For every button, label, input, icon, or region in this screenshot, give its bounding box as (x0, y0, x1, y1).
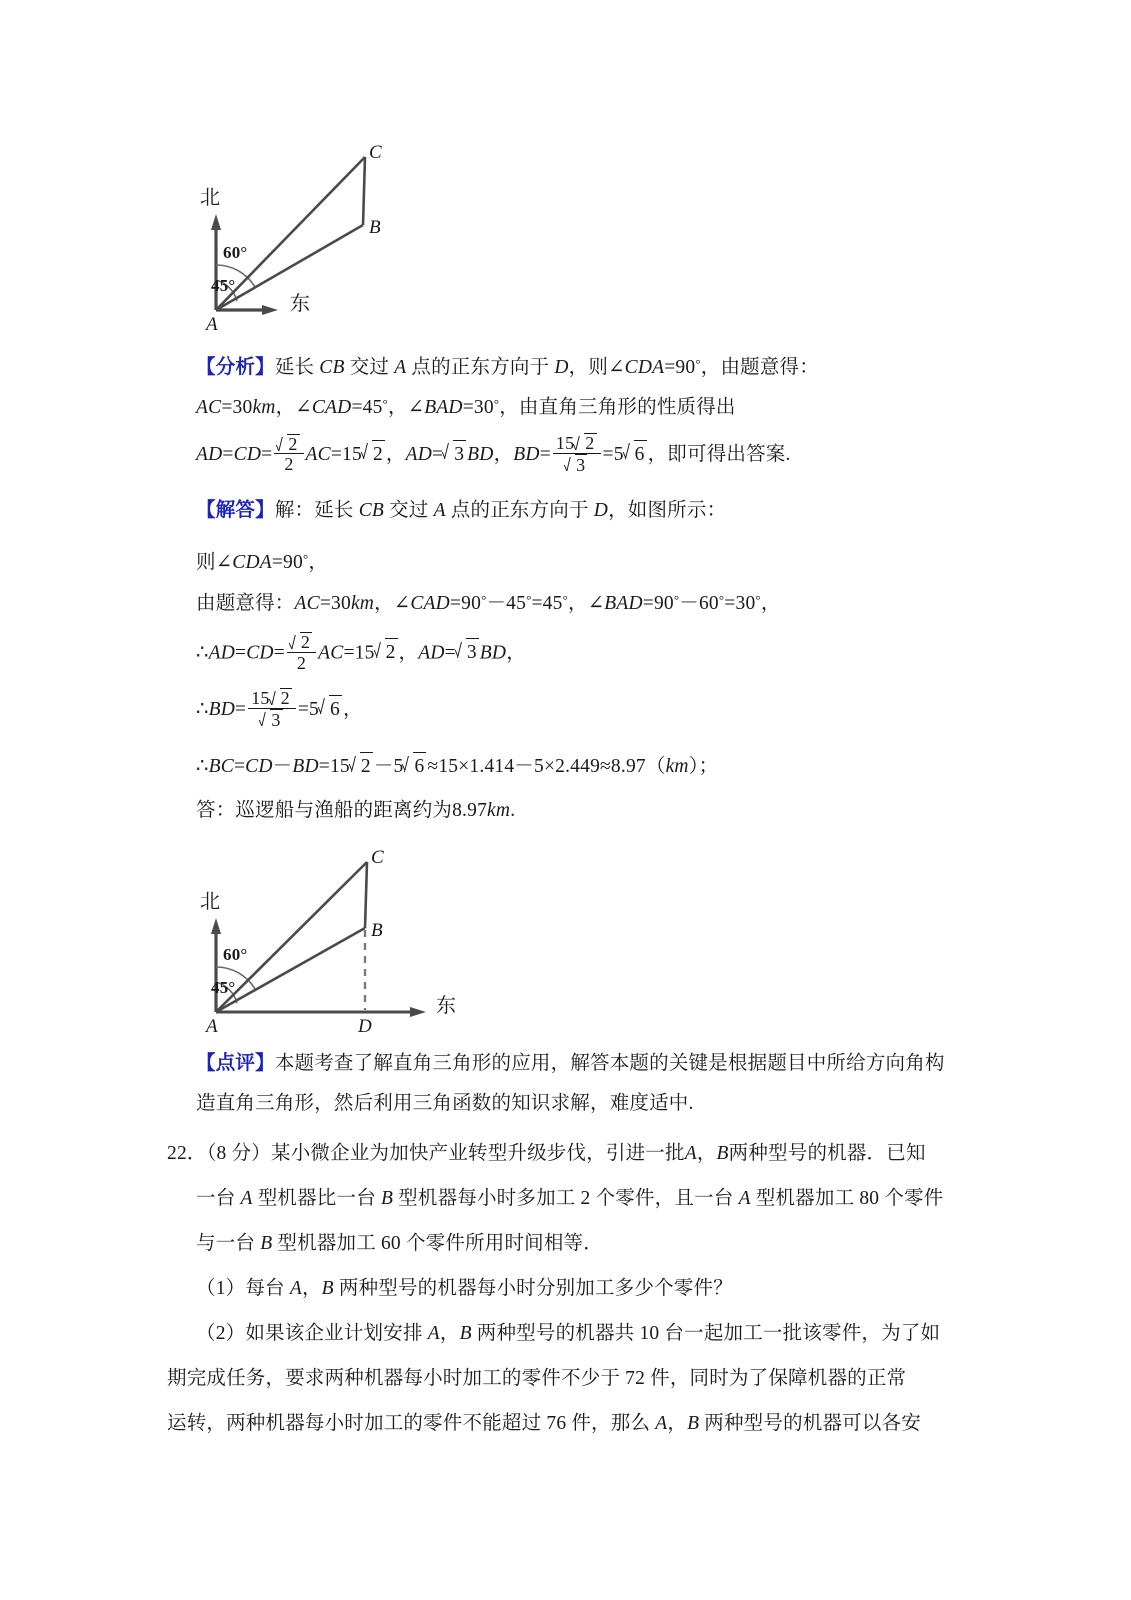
segment-CB (363, 157, 365, 225)
figure-bearing-diagram-2 (186, 826, 476, 1041)
sqrt-2: 2 (350, 752, 373, 781)
comment-l2-text: 造直角三角形，然后利用三角函数的知识求解，难度适中. (196, 1093, 694, 1114)
radicand-3: 3 (271, 709, 281, 730)
analysis-l2-AC: AC (196, 397, 222, 418)
question22-stem-l2-d: 型机器加工 80 个零件 (755, 1188, 944, 1209)
figure2-label-east: 东 (436, 995, 457, 1017)
solution-l1-D: D (593, 500, 609, 521)
sqrt-2: 2 (375, 638, 398, 667)
solution-l7-a: 答：巡逻船与渔船的距离约为 (196, 800, 453, 821)
question22-stem-l2-c: 型机器每小时多加工 2 个零件，且一台 (398, 1188, 734, 1209)
degree-sign-icon: ° (526, 592, 532, 607)
numerator-15: 15 (251, 688, 270, 708)
solution-l2-b: =90 (271, 552, 303, 573)
analysis-l3-eq15: =15 (330, 443, 362, 465)
analysis-tag: 【分析】 (196, 357, 275, 378)
question22-stem-l1-a: 某小微企业为加快产业转型升级步伐，引进一批 (271, 1143, 685, 1164)
solution-l6-close: ）； (688, 756, 719, 777)
question22-stem-l2-A: A (240, 1188, 253, 1209)
fraction-sqrt2-over-2 (287, 632, 316, 674)
analysis-line-1 (196, 350, 819, 382)
solution-line-2 (196, 545, 328, 577)
question22-stem-l2-a: 一台 (196, 1188, 236, 1209)
solution-l3-d: =90 (449, 593, 482, 614)
analysis-l2-comma1: ，∠ (275, 397, 312, 418)
figure2-label-D: D (358, 1016, 372, 1037)
degree-sign-icon: ° (493, 396, 500, 411)
question22-sub2-line-2 (167, 1365, 906, 1393)
analysis-l3-comma2: ， (493, 443, 514, 465)
figure2-label-A: A (206, 1016, 218, 1037)
figure2-label-angle-45: 45° (211, 978, 236, 997)
degree-sign-icon: ° (382, 396, 388, 411)
solution-l1-a: 解：延长 (274, 500, 354, 521)
degree-sign-icon: ° (755, 592, 761, 607)
analysis-l2-BAD: BAD (424, 397, 463, 418)
figure1-svg (186, 126, 446, 336)
solution-line-4 (196, 633, 526, 675)
solution-line-3 (196, 586, 781, 618)
solution-l3-b: =30 (319, 593, 351, 614)
sqrt-6: 6 (624, 440, 647, 469)
figure1-label-east: 东 (290, 293, 311, 315)
solution-l6-approx: ≈15×1.414－5×2.449≈8.97 (427, 756, 646, 777)
question22-sub2-line-3 (167, 1410, 921, 1438)
radicand-2: 2 (280, 688, 290, 708)
degree-sign-icon: ° (302, 551, 309, 566)
analysis-l3-AD: AD (196, 443, 223, 465)
sqrt-2: 2 (362, 440, 385, 469)
figure-bearing-diagram-1 (186, 126, 446, 336)
question22-sub2-l3-B: B (687, 1413, 700, 1434)
solution-l6-CD: CD (245, 756, 273, 777)
question22-sub1-B: B (321, 1278, 334, 1299)
solution-tag: 【解答】 (196, 500, 275, 521)
analysis-l1-e: =90 (664, 357, 696, 378)
solution-l3-g: ，∠ (568, 593, 605, 614)
figure1-label-angle-60: 60° (223, 243, 248, 262)
solution-l5-eq2: =5 (297, 698, 319, 720)
question22-sub2-l3-A: A (655, 1413, 668, 1434)
analysis-l1-f: ，由题意得： (700, 357, 819, 378)
figure1-label-A: A (206, 314, 218, 335)
degree-sign-icon: ° (695, 356, 701, 371)
analysis-l1-D: D (554, 357, 569, 378)
solution-l5-BD: BD (208, 698, 236, 720)
solution-l3-i: －60 (679, 593, 719, 614)
question22-sub1-line (196, 1275, 733, 1303)
question22-sub2-b: 两种型号的机器共 10 台一起加工一批该零件，为了如 (476, 1323, 941, 1344)
east-arrow-head (262, 305, 278, 315)
solution-l5-comma: ， (342, 698, 363, 720)
solution-l1-A: A (433, 500, 446, 521)
solution-l4-eq2: = (273, 642, 285, 664)
solution-l4-eq4: = (444, 642, 456, 664)
segment-AC (216, 862, 367, 1012)
analysis-l3-tail: ，即可得出答案. (647, 443, 791, 465)
sqrt-6: 6 (403, 752, 426, 781)
question22-number: 22． (167, 1143, 207, 1164)
analysis-l1-cb: CB (319, 357, 345, 378)
analysis-l3-eq: = (222, 443, 234, 465)
analysis-l3-comma: ， (385, 443, 406, 465)
question22-sub2-l2: 期完成任务，要求两种机器每小时加工的零件不少于 72 件，同时为了保障机器的正常 (167, 1368, 907, 1389)
question22-stem-l2-A2: A (738, 1188, 751, 1209)
question22-stem-l1-b: 两种型号的机器．已知 (728, 1143, 926, 1164)
analysis-l2-CAD: CAD (311, 397, 352, 418)
question22-sub1-a: 每台 (245, 1278, 285, 1299)
solution-l3-e: －45 (486, 593, 527, 614)
radicand-3: 3 (576, 454, 586, 475)
figure2-svg (186, 826, 476, 1041)
solution-l6-minus2: －5 (373, 756, 404, 777)
analysis-l1-a: 延长 (274, 357, 315, 378)
segment-AC (216, 157, 365, 310)
analysis-l3-eq3: = (432, 443, 444, 465)
fraction-sqrt2-over-2 (274, 434, 303, 476)
question22-sub2-line-1 (196, 1320, 940, 1348)
solution-l4-AD2: AD (418, 642, 445, 664)
analysis-l2-eq45: =45 (351, 397, 383, 418)
analysis-l3-AD2: AD (405, 443, 433, 465)
analysis-l3-BD2: BD (513, 443, 540, 465)
solution-line-6 (196, 752, 718, 781)
denominator-2: 2 (287, 652, 316, 674)
solution-l6-BD: BD (292, 756, 319, 777)
analysis-l2-tail: ，由直角三角形的性质得出 (499, 397, 736, 418)
question22-sub1-comma: ， (301, 1278, 322, 1299)
solution-l3-km: km (350, 593, 375, 614)
sqrt-3: 3 (456, 638, 479, 667)
question22-sub2-A: A (427, 1323, 440, 1344)
solution-l1-b: 交过 (389, 500, 429, 521)
solution-l3-AC: AC (294, 593, 320, 614)
question22-sub2-comma: ， (439, 1323, 460, 1344)
question22-points: （8 分） (206, 1143, 271, 1164)
solution-l1-d: ，如图所示： (608, 500, 727, 521)
radicand-2: 2 (585, 433, 595, 453)
north-arrow-head (211, 918, 221, 934)
degree-sign-icon: ° (718, 592, 725, 607)
solution-l1-c: 点的正东方向于 (450, 500, 589, 521)
question22-stem-l2-B: B (380, 1188, 394, 1209)
analysis-l3-eq2: = (261, 443, 273, 465)
question22-sub2-l3-comma: ， (667, 1413, 688, 1434)
figure1-label-C: C (369, 142, 382, 163)
analysis-l3-BD: BD (467, 443, 494, 465)
therefore-icon: ∴ (196, 642, 209, 664)
question22-stem-line-2 (196, 1185, 943, 1213)
solution-l4-AC: AC (318, 642, 344, 664)
fraction-15sqrt2-over-sqrt3 (553, 433, 601, 476)
figure2-label-north: 北 (200, 891, 221, 913)
solution-l7-end: . (510, 800, 516, 821)
figure2-label-angle-60: 60° (223, 945, 248, 964)
degree-sign-icon: ° (673, 592, 680, 607)
therefore-icon: ∴ (196, 698, 209, 720)
solution-l4-eq3: =15 (343, 642, 375, 664)
solution-line-5 (196, 689, 363, 732)
solution-l1-cb: CB (358, 500, 385, 521)
figure1-label-north: 北 (200, 187, 221, 209)
solution-l2-c: ， (308, 552, 329, 573)
analysis-l1-d: ，则∠ (568, 357, 625, 378)
analysis-l3-eq5: =5 (602, 443, 624, 465)
comment-tag: 【点评】 (196, 1053, 275, 1074)
sqrt-6: 6 (319, 695, 342, 724)
comment-line-1 (196, 1050, 945, 1078)
analysis-l2-km: km (252, 397, 276, 418)
solution-l2-CDA: CDA (232, 552, 272, 573)
solution-l7-km: km (487, 800, 511, 821)
solution-l5-eq: = (235, 698, 247, 720)
solution-l3-k: ， (760, 593, 781, 614)
question22-sub2-num: （2） (196, 1323, 246, 1344)
question22-stem-l2-b: 型机器比一台 (257, 1188, 376, 1209)
question22-stem-l3-B: B (260, 1233, 273, 1254)
therefore-icon: ∴ (196, 756, 209, 777)
question22-sub1-A: A (289, 1278, 302, 1299)
solution-l3-CAD: CAD (410, 593, 450, 614)
analysis-l3-eq4: = (539, 443, 551, 465)
solution-l6-minus: － (272, 756, 293, 777)
solution-l2-a: 则∠ (196, 552, 233, 573)
radicand-2: 2 (288, 433, 298, 454)
question22-stem-l3-b: 型机器加工 60 个零件所用时间相等． (277, 1233, 603, 1254)
figure1-label-angle-45: 45° (211, 276, 236, 295)
solution-l4-comma: ， (398, 642, 419, 664)
question22-stem-l1-comma: ， (696, 1143, 717, 1164)
degree-sign-icon: ° (481, 592, 487, 607)
denominator-2: 2 (274, 453, 303, 475)
numerator-15: 15 (555, 433, 575, 453)
comment-l1-text: 本题考查了解直角三角形的应用，解答本题的关键是根据题目中所给方向角构 (274, 1053, 945, 1074)
north-arrow-head (211, 214, 221, 230)
solution-l4-AD: AD (208, 642, 236, 664)
solution-l4-BD: BD (479, 642, 507, 664)
question22-stem-line-1 (167, 1140, 926, 1168)
solution-l6-eq: = (233, 756, 246, 777)
question22-stem-l1-A: A (684, 1143, 697, 1164)
question22-sub1-b: 两种型号的机器每小时分别加工多少个零件？ (338, 1278, 733, 1299)
question22-sub1-num: （1） (196, 1278, 246, 1299)
figure2-label-C: C (371, 847, 384, 868)
solution-l6-BC: BC (208, 756, 234, 777)
solution-line-7 (196, 797, 515, 825)
question22-stem-l3-a: 与一台 (196, 1233, 256, 1254)
solution-l3-f: =45 (531, 593, 563, 614)
question22-sub2-B: B (459, 1323, 472, 1344)
comment-line-2 (196, 1090, 694, 1118)
sqrt-3: 3 (443, 440, 466, 469)
fraction-15sqrt2-over-sqrt3 (248, 688, 296, 731)
analysis-l1-A: A (394, 357, 407, 378)
degree-sign-icon: ° (562, 592, 568, 607)
question22-sub2-l3-a: 运转，两种机器每小时加工的零件不能超过 76 件，那么 (167, 1413, 651, 1434)
figure1-label-B: B (369, 217, 381, 238)
analysis-l3-AC: AC (305, 443, 331, 465)
analysis-l3-CD: CD (233, 443, 262, 465)
question22-stem-line-3 (196, 1230, 603, 1258)
analysis-l1-b: 交过 (349, 357, 390, 378)
solution-l3-c: ，∠ (374, 593, 411, 614)
solution-l7-val: 8.97 (452, 800, 488, 821)
radicand-2: 2 (300, 632, 311, 652)
analysis-l1-CDA: CDA (624, 357, 665, 378)
segment-CB (365, 862, 367, 928)
analysis-l2-eq30b: =30 (462, 397, 494, 418)
analysis-l2-comma2: ，∠ (387, 397, 425, 418)
solution-l6-open: （ (645, 756, 666, 777)
question22-sub2-a: 如果该企业计划安排 (245, 1323, 423, 1344)
analysis-line-3 (196, 434, 791, 477)
solution-l4-comma2: ， (506, 642, 526, 664)
east-arrow-head (410, 1007, 426, 1017)
solution-line-1 (196, 497, 726, 525)
question22-stem-l1-B: B (716, 1143, 729, 1164)
solution-l6-eq2: =15 (318, 756, 350, 777)
solution-l6-km: km (665, 756, 689, 777)
solution-l3-a: 由题意得： (196, 593, 295, 614)
analysis-line-2 (196, 390, 736, 422)
question22-sub2-l3-b: 两种型号的机器可以各安 (704, 1413, 921, 1434)
solution-l3-h: =90 (642, 593, 674, 614)
solution-l3-BAD: BAD (604, 593, 643, 614)
solution-l3-j: =30 (724, 593, 756, 614)
solution-l4-CD: CD (246, 642, 274, 664)
analysis-l2-eq30: =30 (221, 397, 253, 418)
solution-l4-eq1: = (235, 642, 247, 664)
analysis-l1-c: 点的正东方向于 (411, 357, 550, 378)
figure2-label-B: B (371, 920, 383, 941)
